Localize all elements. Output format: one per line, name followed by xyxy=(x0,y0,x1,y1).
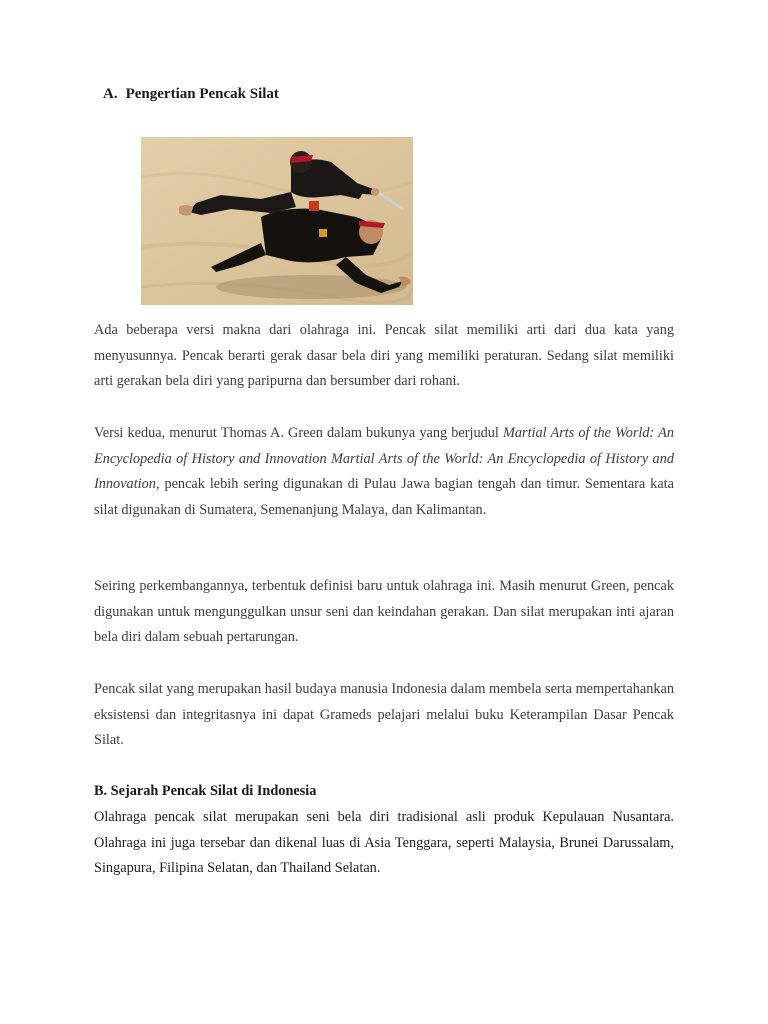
section-a-heading xyxy=(103,86,279,103)
section-a-number: A. xyxy=(103,86,118,102)
paragraph-culture: Pencak silat yang merupakan hasil budaya manusia Indonesia dalam membela serta mempertahankan eksistensi dan integritasnya ini dapat Grameds pelajari melalui buku Keterampilan Dasar Pencak Silat. xyxy=(94,681,675,749)
pencak-silat-photo xyxy=(141,137,413,305)
book-title-1: Martial Arts of the World: An Encyclopedia of History and Innovation xyxy=(94,425,674,467)
book-title-2: Martial Arts of the World: An Encyclopedia of History and Innovation xyxy=(94,450,675,493)
paragraph-thomas-green-intro: Versi kedua, menurut Thomas A. Green dalam bukunya yang berjudul xyxy=(94,425,503,441)
paragraph-history: Olahraga pencak silat merupakan seni bela diri tradisional asli produk Kepulauan Nusantara. Olahraga ini juga tersebar dan dikenal luas di Asia Tenggara, seperti Malaysia, Brunei Darussalam, Singapura, Filipina Selatan, dan Thailand Selatan. xyxy=(94,809,674,877)
paragraph-development: Seiring perkembangannya, terbentuk definisi baru untuk olahraga ini. Masih menurut Green, pencak digunakan untuk mengunggulkan unsur seni dan keindahan gerakan. Dan silat merupakan inti ajaran bela diri dalam sebuah pertarungan. xyxy=(94,578,674,646)
section-b-heading: B. Sejarah Pencak Silat di Indonesia xyxy=(94,783,317,799)
section-a-title: Pengertian Pencak Silat xyxy=(125,86,279,102)
paragraph-definition-versions: Ada beberapa versi makna dari olahraga ini. Pencak silat memiliki arti dari dua kata yang menyusunnya. Pencak berarti gerak dasar bela diri yang memiliki peraturan. Sedang silat memiliki arti gerakan bela diri yang paripurna dan bersumber dari rohani. xyxy=(94,322,674,390)
paragraph-thomas-green-rest: , pencak lebih sering digunakan di Pulau Jawa bagian tengah dan timur. Sementara kata silat digunakan di Sumatera, Semenanjung Malaya, dan Kalimantan. xyxy=(94,476,674,519)
paragraph-thomas-green xyxy=(94,421,674,524)
